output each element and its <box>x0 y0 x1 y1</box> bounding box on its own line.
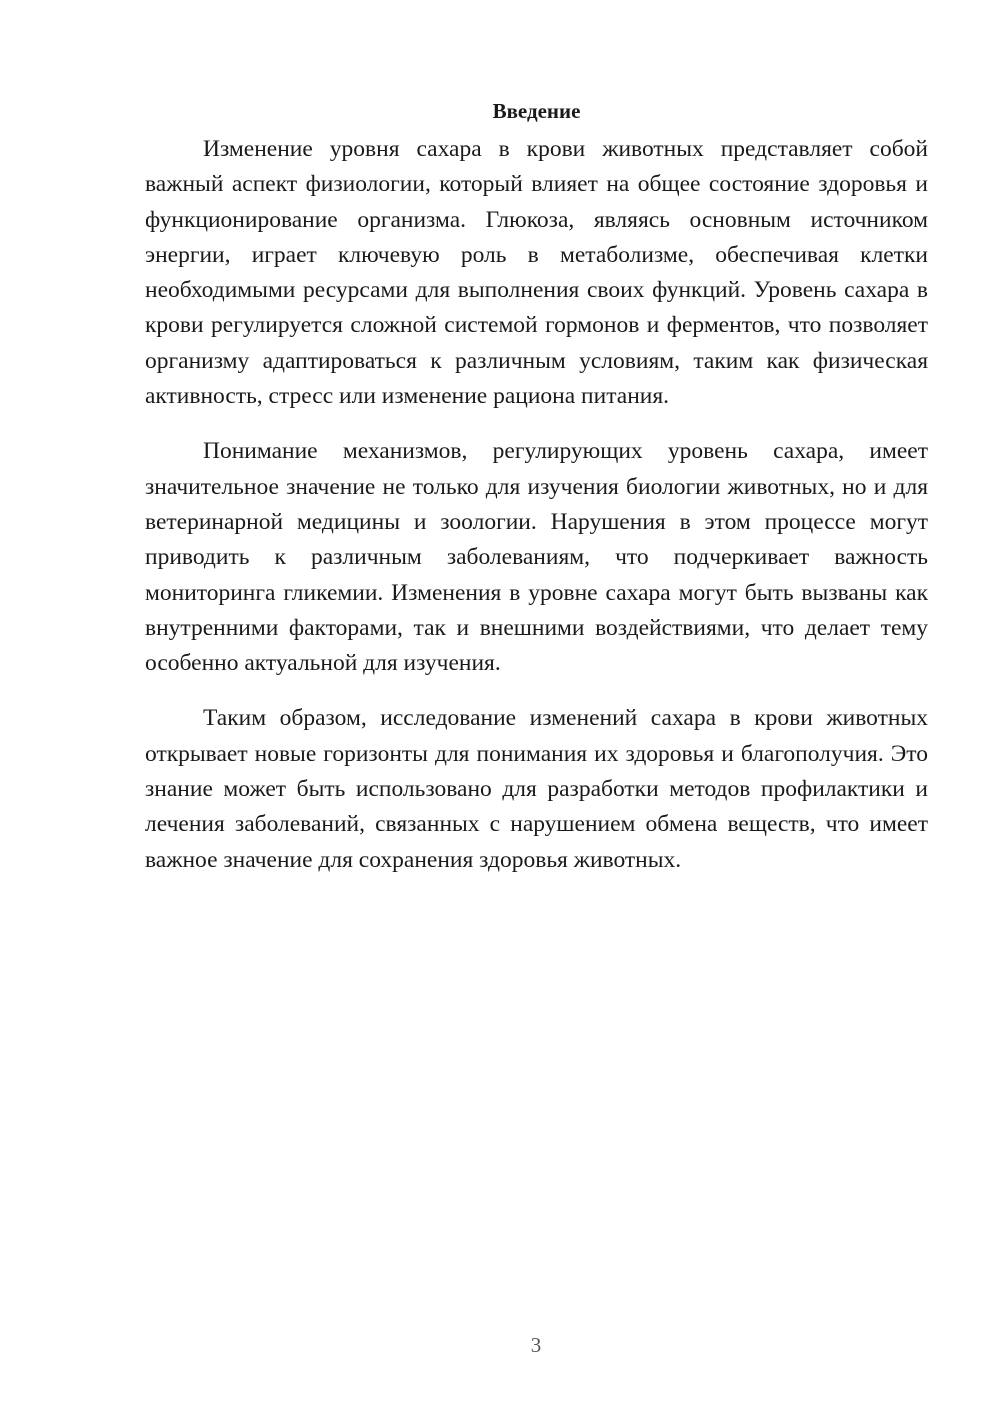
paragraph-2: Понимание механизмов, регулирующих уровень сахара, имеет значительное значение не только для изучения биологии животных, но и для ветеринарной медицины и зоологии. Нарушения в этом процессе могут приводить к различным заболеваниям, что подчеркивает важность мониторинга гликемии. Изменения в уровне сахара могут быть вызваны как внутренними факторами, так и внешними воздействиями, что делает тему особенно актуальной для изучения. <box>145 438 928 677</box>
paragraph-1: Изменение уровня сахара в крови животных представляет собой важный аспект физиологии, который влияет на общее состояние здоровья и функционирование организма. Глюкоза, являясь основным источником энергии, играет ключевую роль в метаболизме, обеспечивая клетки необходимыми ресурсами для выполнения своих функций. Уровень сахара в крови регулируется сложной системой гормонов и ферментов, что позволяет организму адаптироваться к различным условиям, таким как физическая активность, стресс или изменение рациона питания. <box>145 136 928 410</box>
paragraph-3: Таким образом, исследование изменений сахара в крови животных открывает новые горизонты для понимания их здоровья и благополучия. Это знание может быть использовано для разработки методов профилактики и лечения заболеваний, связанных с нарушением обмена веществ, что имеет важное значение для сохранения здоровья животных. <box>145 705 928 873</box>
section-title: Введение <box>492 99 581 123</box>
page-number: 3 <box>530 1333 542 1357</box>
page-content <box>145 96 928 898</box>
